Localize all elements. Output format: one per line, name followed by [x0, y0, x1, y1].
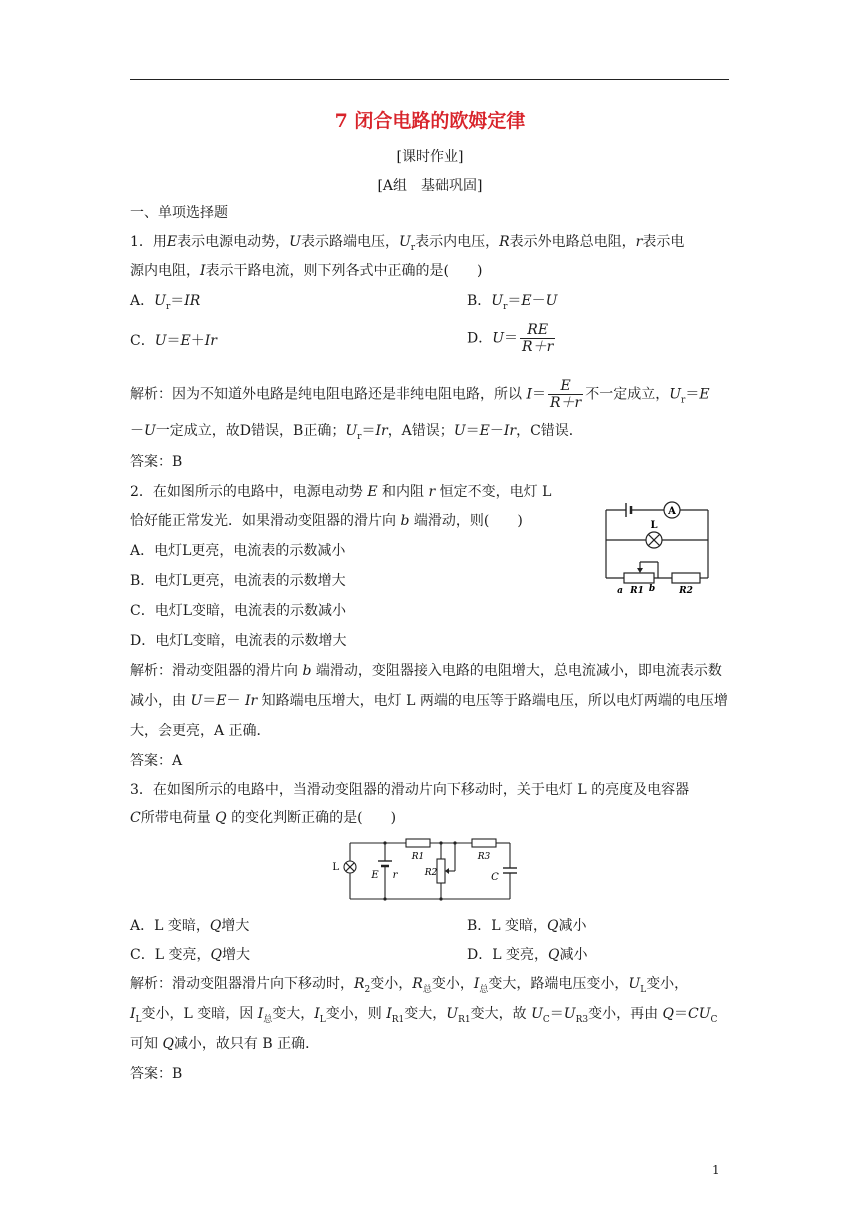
subtitle-homework: [课时作业]	[396, 149, 464, 165]
resistor-r1	[406, 839, 430, 847]
q2-option-b: B．电灯L更亮，电流表的示数增大	[130, 573, 346, 589]
top-rule	[130, 79, 729, 80]
q1-answer: 答案：B	[130, 454, 183, 470]
q1-option-a: A．$U_r=IR$	[130, 293, 201, 312]
emf-label: E	[371, 870, 379, 881]
q2-option-d: D．电灯L变暗，电流表的示数增大	[130, 633, 347, 649]
r1-label: R1	[630, 586, 644, 596]
q3-explanation-line3: 可知 Q减小，故只有 B 正确．	[130, 1036, 320, 1052]
lamp-label: L	[332, 862, 339, 873]
q2-explanation: 解析：滑动变阻器的滑片向 b 端滑动，变阻器接入电路的电阻增大，总电流减小，即电流表示数减小，由 U＝E－ Ir 知路端电压增大，电灯 L 两端的电压等于路端电压，所以电灯两端的电压增大，会更亮，A 正确．	[130, 663, 728, 739]
lamp-label: L	[650, 520, 658, 531]
q3-option-b: B．L 变暗，Q减小	[467, 918, 587, 934]
section-heading: 一、单项选择题	[130, 205, 228, 221]
capacitor-label: C	[491, 872, 499, 883]
subtitle-group: [A组 基础巩固]	[377, 178, 483, 194]
q3-option-c: C．L 变亮，Q增大	[130, 947, 250, 963]
q3-stem-line2: C所带电荷量 Q 的变化判断正确的是( )	[130, 810, 397, 826]
q1-option-d: D．U＝ $\frac{RE}{R+r}$	[467, 322, 554, 355]
internal-resistance-label: r	[392, 870, 398, 881]
ammeter-label: A	[668, 506, 676, 517]
q3-circuit-diagram	[332, 835, 525, 903]
q3-answer: 答案：B	[130, 1066, 183, 1082]
resistor-r2	[672, 573, 700, 583]
q3-explanation-line1: 解析：滑动变阻器滑片向下移动时，$R_2$变小，$R_总$变小，$I_总$变大，路端电压变小，$U_L$变小，	[130, 976, 689, 995]
q3-option-a: A．L 变暗，Q增大	[130, 918, 250, 934]
resistor-r3	[472, 839, 496, 847]
page-number: 1	[712, 1163, 720, 1177]
terminal-a-label: a	[617, 586, 623, 596]
q1-explanation-line1: 解析：因为不知道外电路是纯电阻电路还是非纯电阻电路，所以 I＝ $\frac{E}{R+r}$ 不一定成立，$U_r=E$	[130, 378, 710, 411]
q3-explanation-line2: $I_L$变小，L 变暗，因 $I_总$变大，$I_L$变小，则 $I_{R1}$变大，$U_{R1}$变大，故 $U_C=U_{R3}$变小，再由 $Q=CU_C$	[130, 1006, 718, 1025]
q1-stem-line1: 1．用E表示电源电动势，U表示路端电压，$U_r$表示内电压，R表示外电路总电阻，r表示电	[130, 234, 685, 253]
q2-option-a: A．电灯L更亮，电流表的示数减小	[130, 543, 346, 559]
q3-stem-line1: 3．在如图所示的电路中，当滑动变阻器的滑动片向下移动时，关于电灯 L 的亮度及电容器	[130, 782, 690, 798]
page-title: 7 闭合电路的欧姆定律	[334, 110, 526, 132]
q1-option-c: C．U＝E＋Ir	[130, 333, 217, 349]
q2-option-c: C．电灯L变暗，电流表的示数减小	[130, 603, 347, 619]
rheostat-r1	[624, 573, 654, 583]
r2-label: R2	[424, 868, 438, 878]
q1-explanation-line2: －U一定成立，故D错误，B正确；$U_r=Ir$，A错误；U＝E－Ir，C错误．	[130, 423, 583, 442]
q2-stem-line1: 2．在如图所示的电路中，电源电动势 E 和内阻 r 恒定不变，电灯 L	[130, 484, 552, 500]
r1-label: R1	[411, 852, 425, 862]
q1-stem-line2: 源内电阻，I表示干路电流，则下列各式中正确的是( )	[130, 263, 483, 279]
rheostat-r2	[437, 859, 445, 883]
q3-option-d: D．L 变亮，Q减小	[467, 947, 588, 963]
r2-label: R2	[679, 586, 693, 596]
q2-stem-line2: 恰好能正常发光．如果滑动变阻器的滑片向 b 端滑动，则( )	[130, 513, 523, 529]
r3-label: R3	[477, 852, 491, 862]
terminal-b-label: b	[648, 584, 656, 594]
q1-option-b: B．$U_r=E-U$	[467, 293, 558, 312]
q2-circuit-diagram	[600, 498, 715, 596]
q2-answer: 答案：A	[130, 753, 183, 769]
